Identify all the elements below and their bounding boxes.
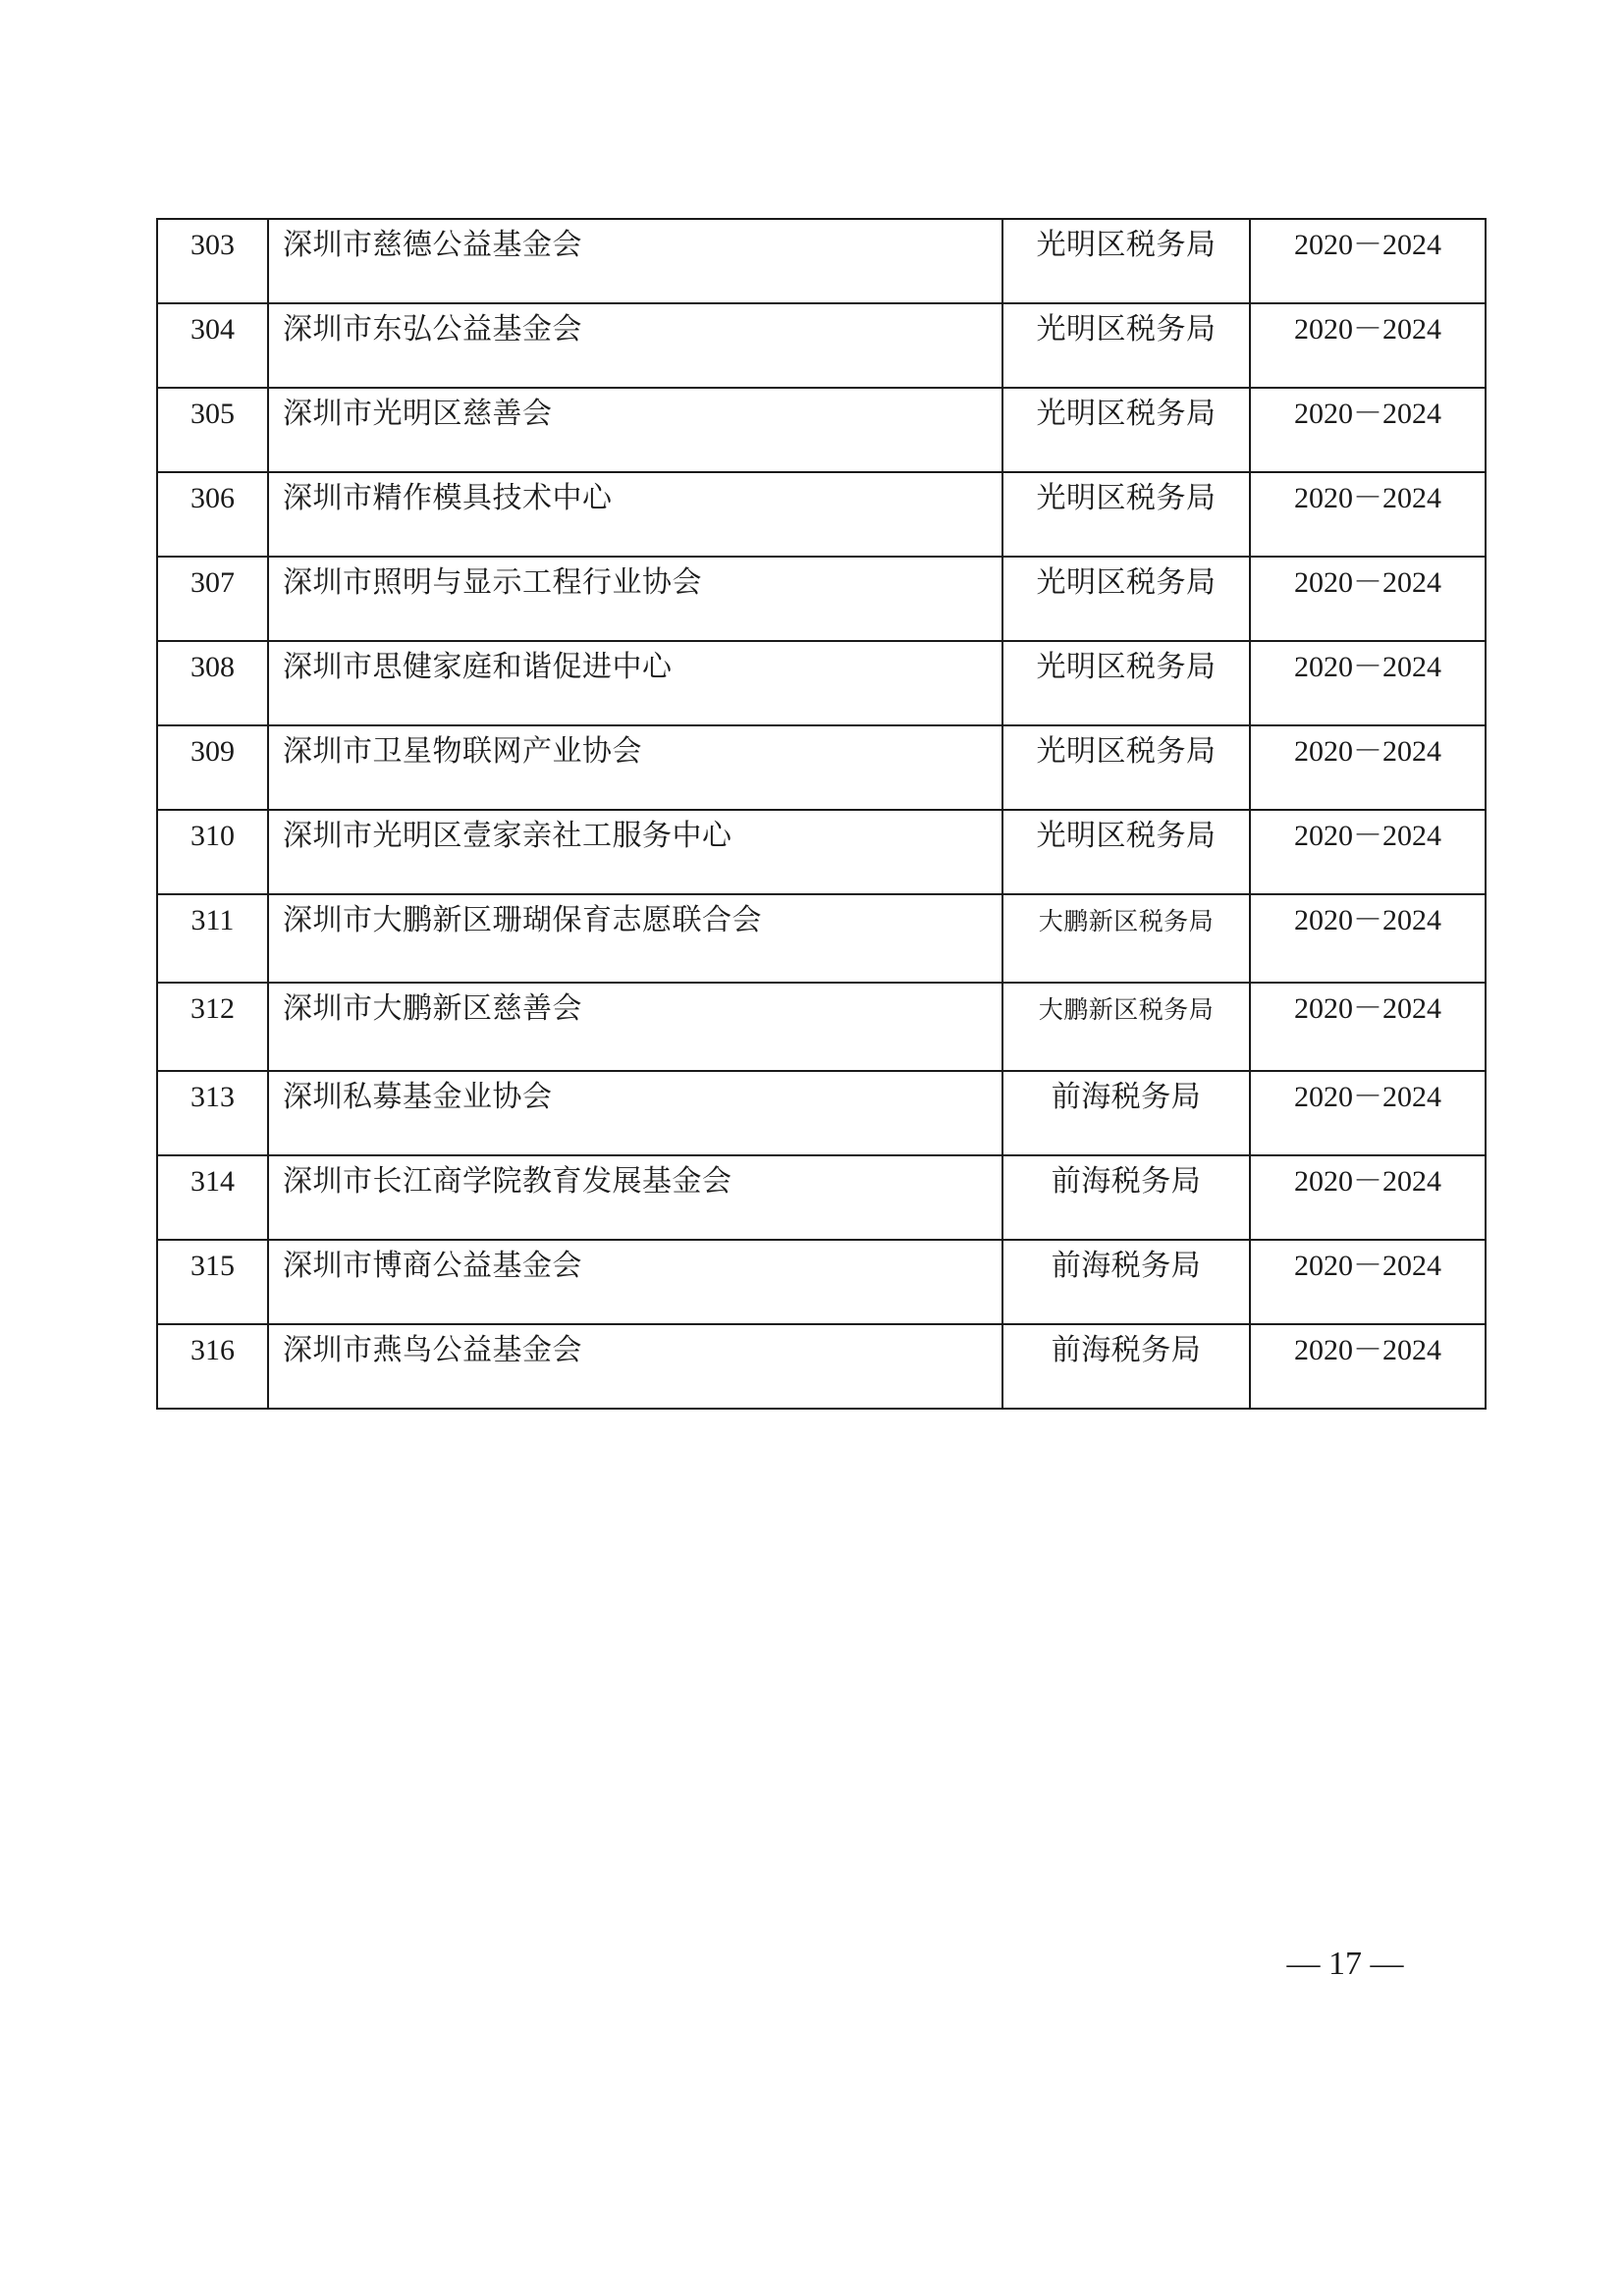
table-row <box>157 557 1486 641</box>
validity-period: 2020－2024 <box>1250 725 1486 810</box>
validity-period: 2020－2024 <box>1250 810 1486 894</box>
row-number: 312 <box>157 983 268 1071</box>
organization-name: 深圳市思健家庭和谐促进中心 <box>268 641 1002 725</box>
table-row <box>157 894 1486 983</box>
tax-office: 大鹏新区税务局 <box>1002 983 1250 1071</box>
validity-period: 2020－2024 <box>1250 641 1486 725</box>
organization-name: 深圳市卫星物联网产业协会 <box>268 725 1002 810</box>
organization-name: 深圳市照明与显示工程行业协会 <box>268 557 1002 641</box>
table-row <box>157 725 1486 810</box>
validity-period: 2020－2024 <box>1250 388 1486 472</box>
tax-office: 前海税务局 <box>1002 1324 1250 1409</box>
validity-period: 2020－2024 <box>1250 983 1486 1071</box>
table-row <box>157 810 1486 894</box>
table-row <box>157 1324 1486 1409</box>
row-number: 303 <box>157 219 268 303</box>
tax-office: 大鹏新区税务局 <box>1002 894 1250 983</box>
tax-office: 光明区税务局 <box>1002 303 1250 388</box>
row-number: 310 <box>157 810 268 894</box>
row-number: 309 <box>157 725 268 810</box>
row-number: 311 <box>157 894 268 983</box>
table-row <box>157 641 1486 725</box>
row-number: 307 <box>157 557 268 641</box>
page-number: — 17 — <box>1286 1946 1404 1982</box>
row-number: 308 <box>157 641 268 725</box>
organization-name: 深圳市大鹏新区珊瑚保育志愿联合会 <box>268 894 1002 983</box>
organization-name: 深圳市博商公益基金会 <box>268 1240 1002 1324</box>
validity-period: 2020－2024 <box>1250 894 1486 983</box>
row-number: 315 <box>157 1240 268 1324</box>
organization-name: 深圳市燕鸟公益基金会 <box>268 1324 1002 1409</box>
table-row <box>157 219 1486 303</box>
row-number: 313 <box>157 1071 268 1155</box>
row-number: 304 <box>157 303 268 388</box>
tax-office: 前海税务局 <box>1002 1155 1250 1240</box>
row-number: 306 <box>157 472 268 557</box>
organization-name: 深圳市慈德公益基金会 <box>268 219 1002 303</box>
organization-name: 深圳市长江商学院教育发展基金会 <box>268 1155 1002 1240</box>
organization-name: 深圳市精作模具技术中心 <box>268 472 1002 557</box>
organization-name: 深圳市大鹏新区慈善会 <box>268 983 1002 1071</box>
organization-name: 深圳市光明区壹家亲社工服务中心 <box>268 810 1002 894</box>
organization-name: 深圳市光明区慈善会 <box>268 388 1002 472</box>
validity-period: 2020－2024 <box>1250 1324 1486 1409</box>
table-row <box>157 1071 1486 1155</box>
validity-period: 2020－2024 <box>1250 472 1486 557</box>
row-number: 316 <box>157 1324 268 1409</box>
validity-period: 2020－2024 <box>1250 303 1486 388</box>
validity-period: 2020－2024 <box>1250 557 1486 641</box>
tax-office: 光明区税务局 <box>1002 472 1250 557</box>
row-number: 314 <box>157 1155 268 1240</box>
organization-name: 深圳市东弘公益基金会 <box>268 303 1002 388</box>
tax-office: 光明区税务局 <box>1002 388 1250 472</box>
row-number: 305 <box>157 388 268 472</box>
table-row <box>157 303 1486 388</box>
tax-office: 光明区税务局 <box>1002 557 1250 641</box>
tax-office: 前海税务局 <box>1002 1240 1250 1324</box>
validity-period: 2020－2024 <box>1250 1155 1486 1240</box>
table-row <box>157 1155 1486 1240</box>
tax-office: 光明区税务局 <box>1002 219 1250 303</box>
tax-office: 前海税务局 <box>1002 1071 1250 1155</box>
organization-name: 深圳私募基金业协会 <box>268 1071 1002 1155</box>
table-row <box>157 472 1486 557</box>
tax-office: 光明区税务局 <box>1002 725 1250 810</box>
table-row <box>157 388 1486 472</box>
tax-office: 光明区税务局 <box>1002 810 1250 894</box>
table-row <box>157 1240 1486 1324</box>
validity-period: 2020－2024 <box>1250 1071 1486 1155</box>
table-row <box>157 983 1486 1071</box>
validity-period: 2020－2024 <box>1250 219 1486 303</box>
validity-period: 2020－2024 <box>1250 1240 1486 1324</box>
tax-office: 光明区税务局 <box>1002 641 1250 725</box>
organization-table <box>156 218 1487 1410</box>
